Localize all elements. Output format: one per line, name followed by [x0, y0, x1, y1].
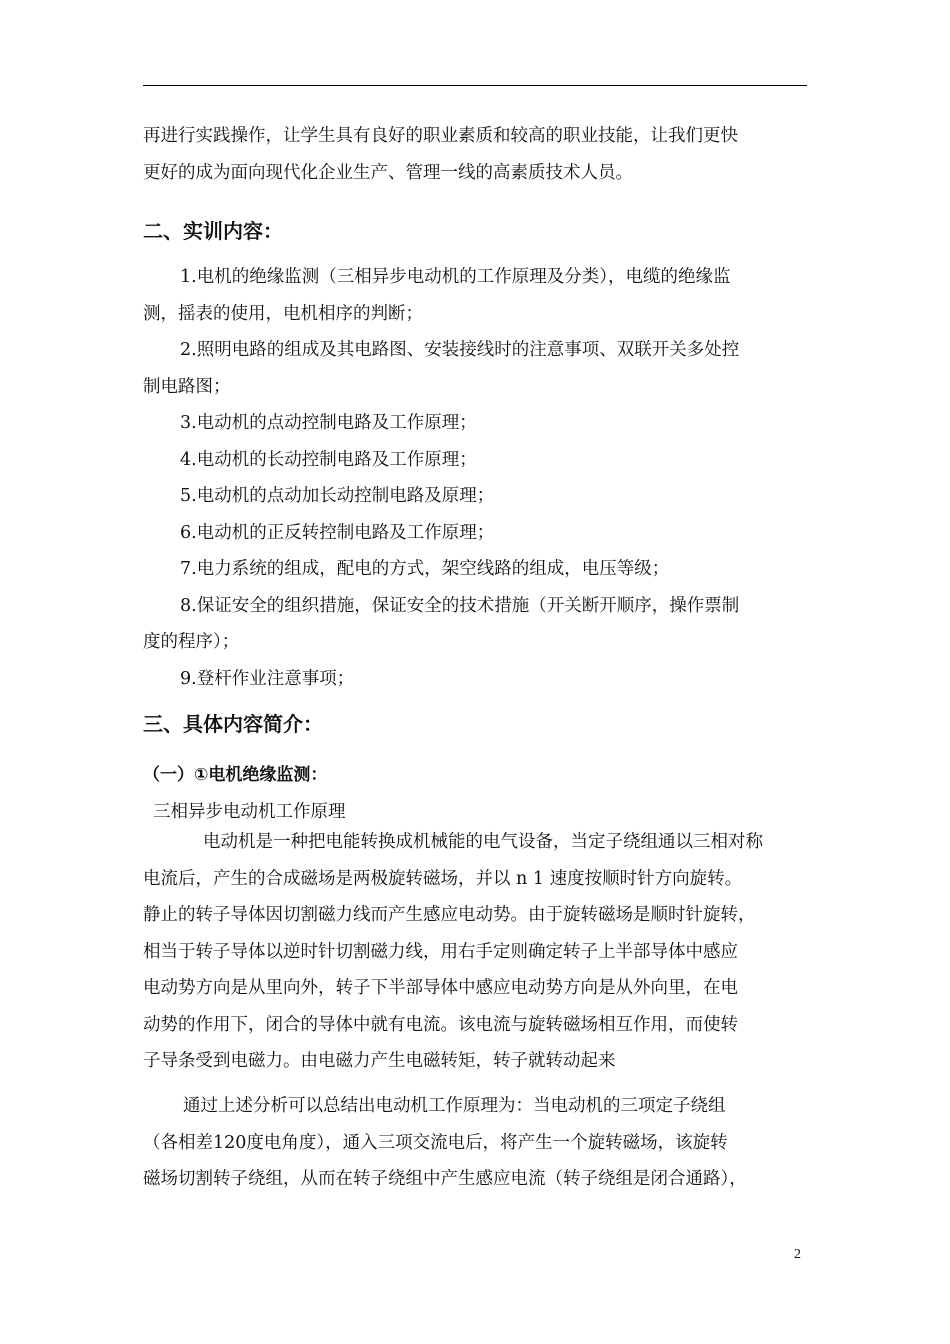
paragraph-line: 电流后，产生的合成磁场是两极旋转磁场，并以 n 1 速度按顺时针方向旋转。: [143, 868, 743, 889]
paragraph-line: 动势的作用下，闭合的导体中就有电流。该电流与旋转磁场相互作用，而使转: [143, 1014, 738, 1035]
topic-title: 三相异步电动机工作原理: [153, 802, 346, 822]
training-content-list: [143, 259, 815, 697]
list-item: 3.电动机的点动控制电路及工作原理；: [180, 413, 477, 433]
intro-line: 再进行实践操作，让学生具有良好的职业素质和较高的职业技能，让我们更快: [143, 126, 738, 146]
principle-paragraph: [143, 824, 815, 1080]
list-item: 5.电动机的点动加长动控制电路及原理；: [180, 486, 495, 506]
paragraph-line: 电动机是一种把电能转换成机械能的电气设备，当定子绕组通以三相对称: [203, 832, 763, 852]
header-rule: [143, 85, 807, 86]
list-item: 4.电动机的长动控制电路及工作原理；: [180, 449, 477, 470]
paragraph-line: 静止的转子导体因切割磁力线而产生感应电动势。由于旋转磁场是顺时针旋转，: [143, 905, 756, 925]
section-heading: 二、实训内容：: [143, 219, 283, 243]
list-item: 2.照明电路的组成及其电路图、安装接线时的注意事项、双联开关多处控: [180, 340, 740, 360]
subsection-heading: （一）①电机绝缘监测：: [143, 765, 328, 785]
list-item-continuation: 度的程序）；: [143, 632, 240, 652]
paragraph-line: （各相差120度电角度），通入三项交流电后，将产生一个旋转磁场，该旋转: [143, 1132, 728, 1153]
list-item: 9.登杆作业注意事项；: [180, 668, 355, 689]
paragraph-line: 子导条受到电磁力。由电磁力产生电磁转矩，转子就转动起来: [143, 1051, 616, 1071]
paragraph-line: 磁场切割转子绕组，从而在转子绕组中产生感应电流（转子绕组是闭合通路），: [143, 1169, 747, 1189]
intro-line: 更好的成为面向现代化企业生产、管理一线的高素质技术人员。: [143, 162, 633, 183]
intro-paragraph: [143, 118, 815, 191]
page-number: 2: [794, 1247, 801, 1262]
list-item-continuation: 制电路图；: [143, 376, 231, 397]
section-heading: 三、具体内容简介：: [143, 712, 323, 736]
list-item: 6.电动机的正反转控制电路及工作原理；: [180, 522, 495, 543]
list-item: 8.保证安全的组织措施，保证安全的技术措施（开关断开顺序，操作票制: [180, 595, 740, 616]
paragraph-line: 通过上述分析可以总结出电动机工作原理为：当电动机的三项定子绕组: [183, 1096, 726, 1116]
paragraph-line: 相当于转子导体以逆时针切割磁力线，用右手定则确定转子上半部导体中感应: [143, 941, 738, 962]
list-item-continuation: 测，摇表的使用，电机相序的判断；: [143, 303, 423, 324]
list-item: 7.电力系统的组成，配电的方式，架空线路的组成，电压等级；: [180, 559, 670, 579]
summary-paragraph: [143, 1088, 815, 1198]
list-item: 1.电机的绝缘监测（三相异步电动机的工作原理及分类），电缆的绝缘监: [180, 267, 731, 287]
paragraph-line: 电动势方向是从里向外，转子下半部导体中感应电动势方向是从外向里，在电: [143, 978, 738, 998]
